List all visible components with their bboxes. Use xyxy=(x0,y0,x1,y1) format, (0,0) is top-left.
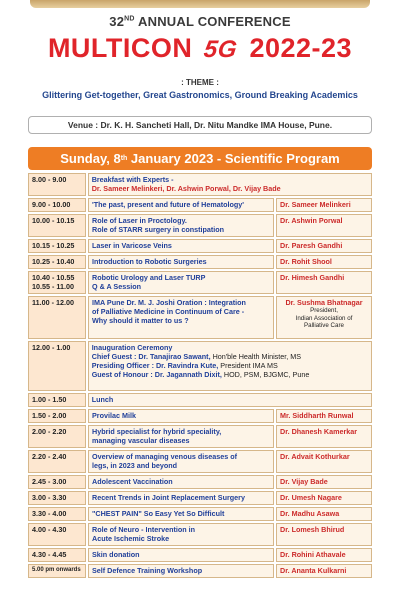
table-row xyxy=(28,564,372,578)
topic-text-2: legs, in 2023 and beyond xyxy=(92,461,178,470)
time-cell xyxy=(28,425,86,448)
speaker-cell xyxy=(276,564,372,578)
topic-cell xyxy=(88,271,274,294)
topic-cell xyxy=(88,548,274,562)
speaker-text: Dr. Sushma Bhatnagar xyxy=(285,298,363,307)
topic-text: Robotic Urology and Laser TURP xyxy=(92,273,206,282)
table-row xyxy=(28,409,372,423)
time-cell xyxy=(28,409,86,423)
speaker-cell xyxy=(276,239,372,253)
time-text: 4.30 - 4.45 xyxy=(32,550,67,559)
topic-cell xyxy=(88,393,372,407)
time-text: 5.00 pm onwards xyxy=(32,567,81,573)
speaker-cell xyxy=(276,198,372,212)
speaker-cell xyxy=(276,409,372,423)
topic-cell xyxy=(88,239,274,253)
speaker-title-1: President, xyxy=(310,307,338,314)
time-cell xyxy=(28,214,86,237)
topic-cell xyxy=(88,425,274,448)
table-row xyxy=(28,425,372,448)
schedule-table xyxy=(28,173,372,580)
speaker-cell xyxy=(276,271,372,294)
time-cell xyxy=(28,491,86,505)
time-text: 2.20 - 2.40 xyxy=(32,452,67,461)
table-row xyxy=(28,239,372,253)
time-text: 11.00 - 12.00 xyxy=(32,298,74,307)
topic-cell xyxy=(88,255,274,269)
top-decorative-bar xyxy=(30,0,370,8)
speaker-text: Dr. Advait Kothurkar xyxy=(280,452,350,461)
time-cell xyxy=(28,271,86,294)
conference-ordinal-suffix: ND xyxy=(124,15,135,23)
topic-text: Adolescent Vaccination xyxy=(92,477,173,486)
day-rest: January 2023 - Scientific Program xyxy=(127,151,340,166)
topic-text-2: Q & A Session xyxy=(92,282,141,291)
time-cell xyxy=(28,564,86,578)
speaker-cell xyxy=(276,507,372,521)
table-row xyxy=(28,255,372,269)
topic-text: Breakfast with Experts - xyxy=(91,175,174,184)
time-cell xyxy=(28,475,86,489)
speaker-text: Dr. Lomesh Bhirud xyxy=(280,525,345,534)
speaker-cell xyxy=(276,296,372,339)
topic-text: Laser in Varicose Veins xyxy=(92,241,172,250)
speaker-cell xyxy=(276,450,372,473)
time-text: 2.45 - 3.00 xyxy=(32,477,67,486)
table-row xyxy=(28,173,372,196)
topic-cell xyxy=(88,475,274,489)
topic-cell xyxy=(88,450,274,473)
topic-cell xyxy=(88,173,372,196)
speaker-text: Dr. Vijay Bade xyxy=(280,477,328,486)
topic-cell xyxy=(88,409,274,423)
table-row xyxy=(28,296,372,339)
topic-cell xyxy=(88,507,274,521)
theme-label: : THEME : xyxy=(181,78,219,87)
theme-text: Glittering Get-together, Great Gastronomics, Ground Breaking Academics xyxy=(42,90,358,100)
table-row xyxy=(28,271,372,294)
speaker-cell xyxy=(276,523,372,546)
topic-text: Skin donation xyxy=(92,550,140,559)
topic-text: Role of Neuro - Intervention in xyxy=(92,525,196,534)
topic-text: Hybrid specialist for hybrid speciality, xyxy=(92,427,222,436)
time-cell xyxy=(28,255,86,269)
conference-subtitle-text: ANNUAL CONFERENCE xyxy=(138,14,291,29)
topic-cell xyxy=(88,564,274,578)
topic-cell xyxy=(88,523,274,546)
time-text: 1.00 - 1.50 xyxy=(32,395,67,404)
chief-guest-label: Chief Guest : Dr. Tanajirao Sawant, xyxy=(91,352,211,361)
speaker-text: Dr. Ananta Kulkarni xyxy=(280,566,347,575)
time-text: 4.00 - 4.30 xyxy=(32,525,67,534)
topic-cell xyxy=(88,341,372,391)
table-row xyxy=(28,198,372,212)
topic-text-3: Why should it matter to us ? xyxy=(92,316,189,325)
table-row xyxy=(28,393,372,407)
topic-text: Overview of managing venous diseases of xyxy=(92,452,237,461)
speaker-cell xyxy=(276,475,372,489)
time-text: 10.15 - 10.25 xyxy=(32,241,75,250)
speaker-cell xyxy=(276,255,372,269)
topic-cell xyxy=(88,296,274,339)
topic-cell xyxy=(88,198,274,212)
title-multicon: MULTICON xyxy=(47,33,193,63)
time-text: 1.50 - 2.00 xyxy=(32,411,67,420)
topic-text: Recent Trends in Joint Replacement Surgery xyxy=(92,493,245,502)
time-cell xyxy=(28,173,86,196)
topic-text-2: Acute Ischemic Stroke xyxy=(92,534,170,543)
time-text: 12.00 - 1.00 xyxy=(32,343,71,352)
guest-of-honour-label: Guest of Honour : Dr. Jagannath Dixit, xyxy=(91,370,222,379)
time-cell xyxy=(28,450,86,473)
topic-text: Self Defence Training Workshop xyxy=(92,566,203,575)
conference-subtitle xyxy=(0,14,400,29)
conference-ordinal: 32 xyxy=(109,14,125,29)
speaker-text: Dr. Paresh Gandhi xyxy=(280,241,343,250)
time-text: 8.00 - 9.00 xyxy=(32,175,67,184)
topic-experts: Dr. Sameer Melinkeri, Dr. Ashwin Porwal, Dr. Vijay Bade xyxy=(91,184,281,193)
table-row xyxy=(28,491,372,505)
table-row xyxy=(28,450,372,473)
day-banner xyxy=(28,147,372,170)
speaker-text: Mr. Siddharth Runwal xyxy=(280,411,354,420)
title-year: 2022-23 xyxy=(249,33,353,63)
topic-text-2: of Palliative Medicine in Continuum of Care - xyxy=(92,307,245,316)
chief-guest-detail: Hon'ble Health Minister, MS xyxy=(210,352,302,361)
time-text: 3.00 - 3.30 xyxy=(32,493,67,502)
speaker-text: Dr. Rohini Athavale xyxy=(280,550,346,559)
time-cell xyxy=(28,548,86,562)
speaker-cell xyxy=(276,491,372,505)
speaker-text: Dr. Sameer Melinkeri xyxy=(280,200,351,209)
time-text: 3.30 - 4.00 xyxy=(32,509,67,518)
topic-text: Introduction to Robotic Surgeries xyxy=(92,257,207,266)
time-text: 2.00 - 2.20 xyxy=(32,427,67,436)
time-text-2: 10.55 - 11.00 xyxy=(32,282,74,291)
guest-of-honour-detail: HOD, PSM, BJGMC, Pune xyxy=(221,370,310,379)
speaker-cell xyxy=(276,425,372,448)
speaker-text: Dr. Himesh Gandhi xyxy=(280,273,345,282)
time-cell xyxy=(28,296,86,339)
table-row xyxy=(28,341,372,391)
speaker-title-3: Palliative Care xyxy=(304,322,344,329)
time-cell xyxy=(28,393,86,407)
day-suffix: th xyxy=(120,155,128,162)
time-text: 10.40 - 10.55 xyxy=(32,273,75,282)
topic-text: 'The past, present and future of Hematology' xyxy=(92,200,244,209)
table-row xyxy=(28,475,372,489)
day-prefix: Sunday, 8 xyxy=(60,151,121,166)
time-cell xyxy=(28,239,86,253)
topic-text: Provilac Milk xyxy=(92,411,136,420)
speaker-title-2: Indian Association of xyxy=(295,314,353,322)
topic-text-2: managing vascular diseases xyxy=(92,436,190,445)
time-cell xyxy=(28,198,86,212)
topic-text-2: Role of STARR surgery in constipation xyxy=(92,225,225,234)
table-row xyxy=(28,523,372,546)
time-cell xyxy=(28,507,86,521)
topic-cell xyxy=(88,491,274,505)
table-row xyxy=(28,507,372,521)
topic-text: Inauguration Ceremony xyxy=(91,343,173,352)
topic-text: "CHEST PAIN" So Easy Yet So Difficult xyxy=(92,509,225,518)
time-cell xyxy=(28,523,86,546)
speaker-text: Dr. Madhu Asawa xyxy=(280,509,340,518)
presiding-officer-detail: President IMA MS xyxy=(218,361,278,370)
topic-text: IMA Pune Dr. M. J. Joshi Oration : Integration xyxy=(92,298,246,307)
speaker-text: Dr. Ashwin Porwal xyxy=(280,216,343,225)
speaker-text: Dr. Dhanesh Kamerkar xyxy=(280,427,358,436)
venue-box: Venue : Dr. K. H. Sancheti Hall, Dr. Nitu Mandke IMA House, Pune. xyxy=(28,116,372,134)
speaker-text: Dr. Umesh Nagare xyxy=(280,493,342,502)
speaker-cell xyxy=(276,548,372,562)
speaker-text: Dr. Rohit Shool xyxy=(280,257,332,266)
conference-title xyxy=(0,33,400,64)
topic-text: Role of Laser in Proctology. xyxy=(92,216,187,225)
presiding-officer-label: Presiding Officer : Dr. Ravindra Kute, xyxy=(91,361,219,370)
time-text: 10.00 - 10.15 xyxy=(32,216,75,225)
time-text: 10.25 - 10.40 xyxy=(32,257,75,266)
time-text: 9.00 - 10.00 xyxy=(32,200,71,209)
topic-cell xyxy=(88,214,274,237)
speaker-cell xyxy=(276,214,372,237)
table-row xyxy=(28,214,372,237)
time-cell xyxy=(28,341,86,391)
topic-text: Lunch xyxy=(91,395,114,404)
table-row xyxy=(28,548,372,562)
title-5g-logo: 5G xyxy=(202,36,240,63)
